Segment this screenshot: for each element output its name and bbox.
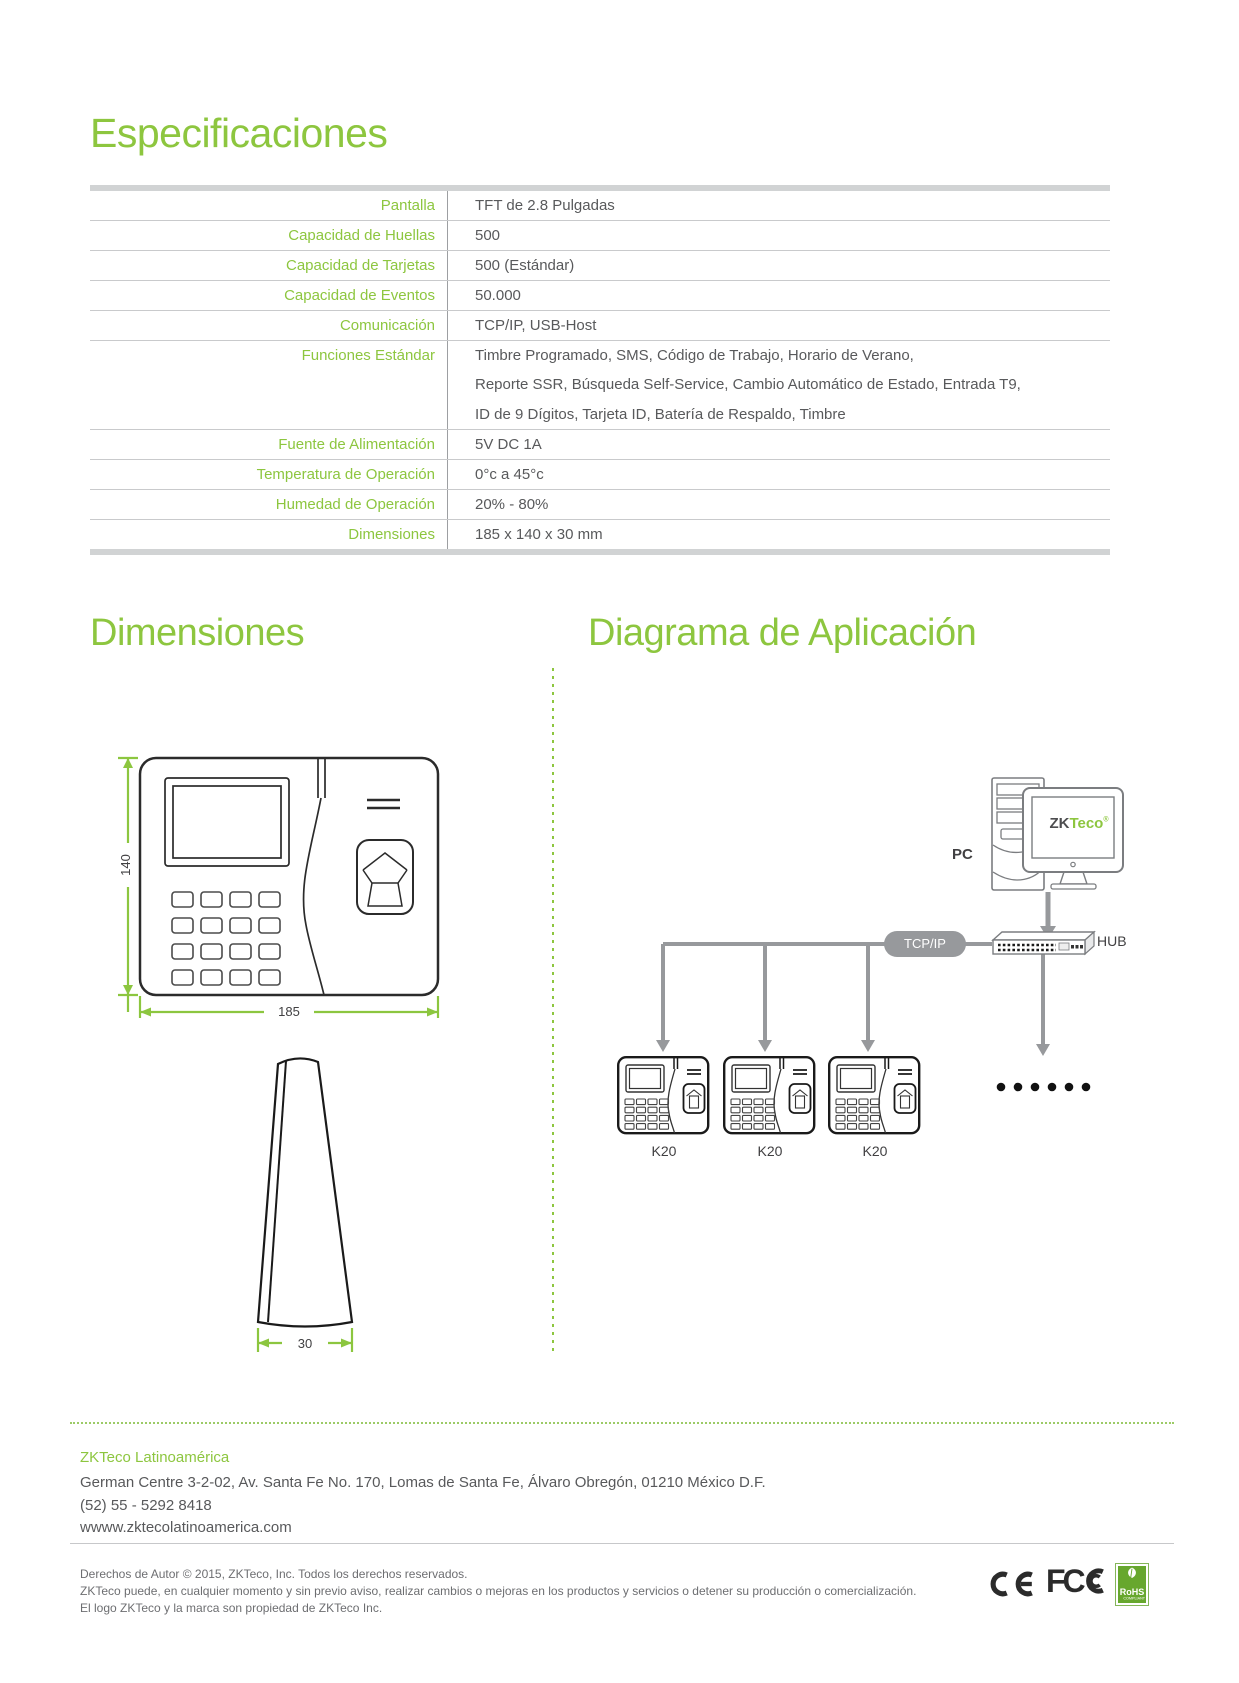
company-phone: (52) 55 - 5292 8418	[80, 1497, 212, 1514]
footer-dotted-divider	[70, 1422, 1174, 1424]
zkteco-logo	[1039, 815, 1119, 833]
logo-zk-text: ZK	[1049, 815, 1070, 832]
hub-label: HUB	[1097, 933, 1127, 949]
width-dimension-label: 185	[264, 1004, 314, 1020]
k20-terminal-drawing	[618, 1057, 708, 1133]
spec-value-line: Timbre Programado, SMS, Código de Trabajo, Horario de Verano,	[475, 347, 914, 364]
logo-registered-mark: ®	[1103, 816, 1109, 824]
table-row	[90, 520, 1110, 549]
spec-label: Capacidad de Huellas	[90, 221, 448, 250]
tcpip-badge: TCP/IP	[884, 931, 966, 957]
k20-device-label: K20	[862, 1143, 888, 1159]
table-row	[90, 430, 1110, 460]
company-name: ZKTeco Latinoamérica	[80, 1449, 230, 1466]
fcc-mark-icon	[1046, 1565, 1109, 1597]
spec-value	[448, 341, 1021, 429]
leaf-icon	[1125, 1567, 1139, 1582]
dimensions-heading: Dimensiones	[90, 612, 305, 654]
spec-label: Fuente de Alimentación	[90, 430, 448, 459]
company-website: wwww.zktecolatinoamerica.com	[80, 1519, 292, 1536]
table-row	[90, 221, 1110, 251]
k20-terminal-drawing	[724, 1057, 814, 1133]
spec-value-line: ID de 9 Dígitos, Tarjeta ID, Batería de Respaldo, Timbre	[475, 405, 846, 423]
table-row	[90, 341, 1110, 430]
company-address: German Centre 3-2-02, Av. Santa Fe No. 170, Lomas de Santa Fe, Álvaro Obregón, 01210 México D.F.	[80, 1474, 766, 1491]
spec-value-line: Reporte SSR, Búsqueda Self-Service, Cambio Automático de Estado, Entrada T9,	[475, 376, 1021, 394]
k20-device-label: K20	[651, 1143, 677, 1159]
rohs-text: RoHS	[1119, 1587, 1145, 1597]
fingerprint-sensor	[357, 840, 413, 914]
spec-label: Humedad de Operación	[90, 490, 448, 519]
side-profile	[258, 1058, 352, 1326]
table-row	[90, 311, 1110, 341]
spec-label: Pantalla	[90, 191, 448, 220]
section-divider	[552, 668, 554, 1356]
copyright-line: Derechos de Autor © 2015, ZKTeco, Inc. Todos los derechos reservados.	[80, 1567, 468, 1581]
network-lines	[663, 892, 1048, 1045]
spec-value: 500 (Estándar)	[475, 257, 575, 274]
table-bottom-bar	[90, 549, 1110, 555]
device-front-drawing	[110, 700, 460, 1035]
table-row	[90, 251, 1110, 281]
spec-label: Capacidad de Tarjetas	[90, 251, 448, 280]
spec-value: 0°c a 45°c	[475, 466, 544, 483]
table-row	[90, 490, 1110, 520]
ce-mark-icon	[984, 1567, 1042, 1601]
spec-table	[90, 185, 1110, 555]
rohs-badge	[1115, 1563, 1149, 1606]
spec-value: TFT de 2.8 Pulgadas	[475, 197, 615, 214]
spec-label: Temperatura de Operación	[90, 460, 448, 489]
logo-teco-text: Teco	[1069, 815, 1104, 832]
spec-label: Funciones Estándar	[90, 341, 448, 429]
copyright-line: El logo ZKTeco y la marca son propiedad de ZKTeco Inc.	[80, 1601, 383, 1615]
specifications-heading: Especificaciones	[90, 110, 388, 156]
spec-value: 5V DC 1A	[475, 436, 542, 453]
device-side-drawing	[240, 1050, 370, 1360]
spec-value: TCP/IP, USB-Host	[475, 317, 597, 334]
copyright-block	[80, 1566, 916, 1617]
network-hub	[993, 932, 1094, 954]
spec-value: 50.000	[475, 287, 521, 304]
table-row	[90, 281, 1110, 311]
pc-label: PC	[952, 846, 973, 863]
spec-label: Capacidad de Eventos	[90, 281, 448, 310]
height-dimension-label: 140	[118, 843, 134, 887]
spec-value: 20% - 80%	[475, 496, 549, 513]
depth-dimension-label: 30	[285, 1336, 325, 1352]
more-devices-dots	[997, 1083, 1091, 1092]
spec-value: 500	[475, 227, 501, 244]
spec-value: 185 x 140 x 30 mm	[475, 526, 603, 543]
table-row	[90, 191, 1110, 221]
copyright-line: ZKTeco puede, en cualquier momento y sin previo aviso, realizar cambios o mejoras en los productos y servicios o detener su producción o comercialización.	[80, 1584, 917, 1598]
spec-label: Dimensiones	[90, 520, 448, 549]
rohs-compliant-text: COMPLIANT	[1123, 1597, 1146, 1601]
footer-thin-divider	[70, 1543, 1174, 1544]
fcc-circled-c-icon	[1079, 1565, 1109, 1597]
table-row	[90, 460, 1110, 490]
certification-logos	[984, 1563, 1164, 1611]
application-diagram	[580, 690, 1140, 1180]
rohs-badge-inner	[1118, 1566, 1146, 1603]
k20-device-label: K20	[757, 1143, 783, 1159]
application-diagram-heading: Diagrama de Aplicación	[588, 612, 977, 654]
fcc-letters: FC	[1046, 1563, 1083, 1599]
k20-terminal-drawing	[829, 1057, 919, 1133]
spec-label: Comunicación	[90, 311, 448, 340]
